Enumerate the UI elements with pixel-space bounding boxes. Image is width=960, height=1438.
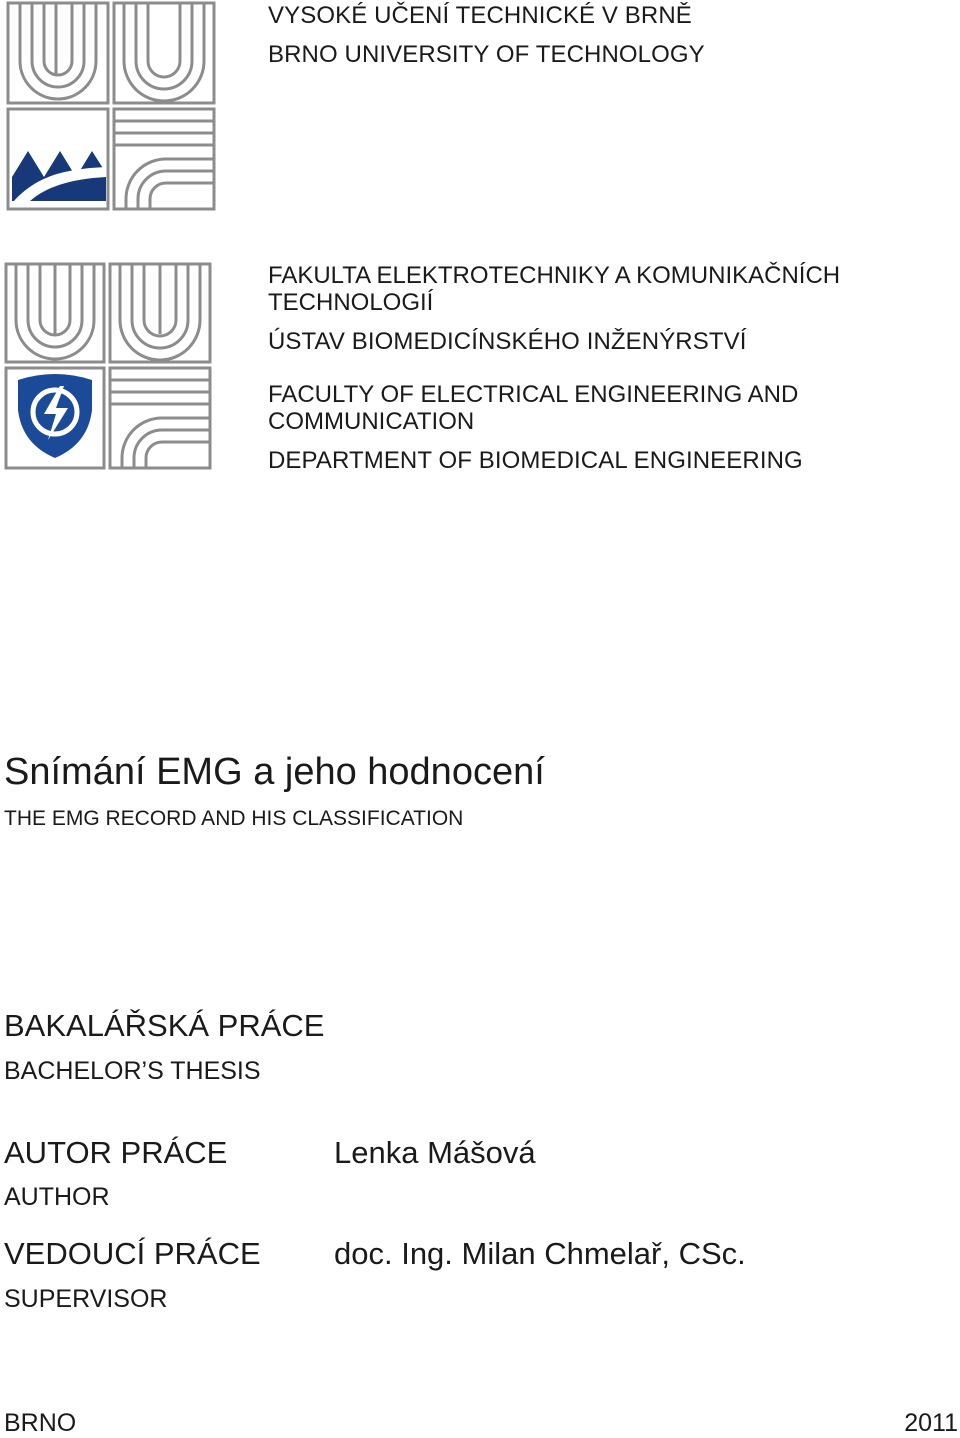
university-name-en: BRNO UNIVERSITY OF TECHNOLOGY <box>268 41 705 68</box>
department-name-cz: ÚSTAV BIOMEDICÍNSKÉHO INŽENÝRSTVÍ <box>268 328 747 355</box>
author-name: Lenka Mášová <box>334 1135 536 1170</box>
thesis-type-cz: BAKALÁŘSKÁ PRÁCE <box>4 1008 325 1043</box>
footer-city: BRNO <box>4 1409 77 1437</box>
supervisor-name: doc. Ing. Milan Chmelař, CSc. <box>334 1236 746 1271</box>
thesis-type-en: BACHELOR’S THESIS <box>4 1057 261 1085</box>
vut-logo-icon <box>6 1 218 211</box>
author-label-en: AUTHOR <box>4 1183 110 1211</box>
footer-year: 2011 <box>904 1409 958 1437</box>
thesis-title-cz: Snímání EMG a jeho hodnocení <box>4 751 545 793</box>
supervisor-label-cz: VEDOUCÍ PRÁCE <box>4 1236 261 1271</box>
faculty-name-en: FACULTY OF ELECTRICAL ENGINEERING AND COMMUNICATION <box>268 381 799 435</box>
university-name-cz: VYSOKÉ UČENÍ TECHNICKÉ V BRNĚ <box>268 2 692 29</box>
author-label-cz: AUTOR PRÁCE <box>4 1135 228 1170</box>
fekt-logo-icon <box>4 262 212 470</box>
faculty-name-cz: FAKULTA ELEKTROTECHNIKY A KOMUNIKAČNÍCH TECHNOLOGIÍ <box>268 262 841 316</box>
thesis-title-en: THE EMG RECORD AND HIS CLASSIFICATION <box>4 807 464 830</box>
supervisor-label-en: SUPERVISOR <box>4 1285 168 1313</box>
department-name-en: DEPARTMENT OF BIOMEDICAL ENGINEERING <box>268 447 803 474</box>
